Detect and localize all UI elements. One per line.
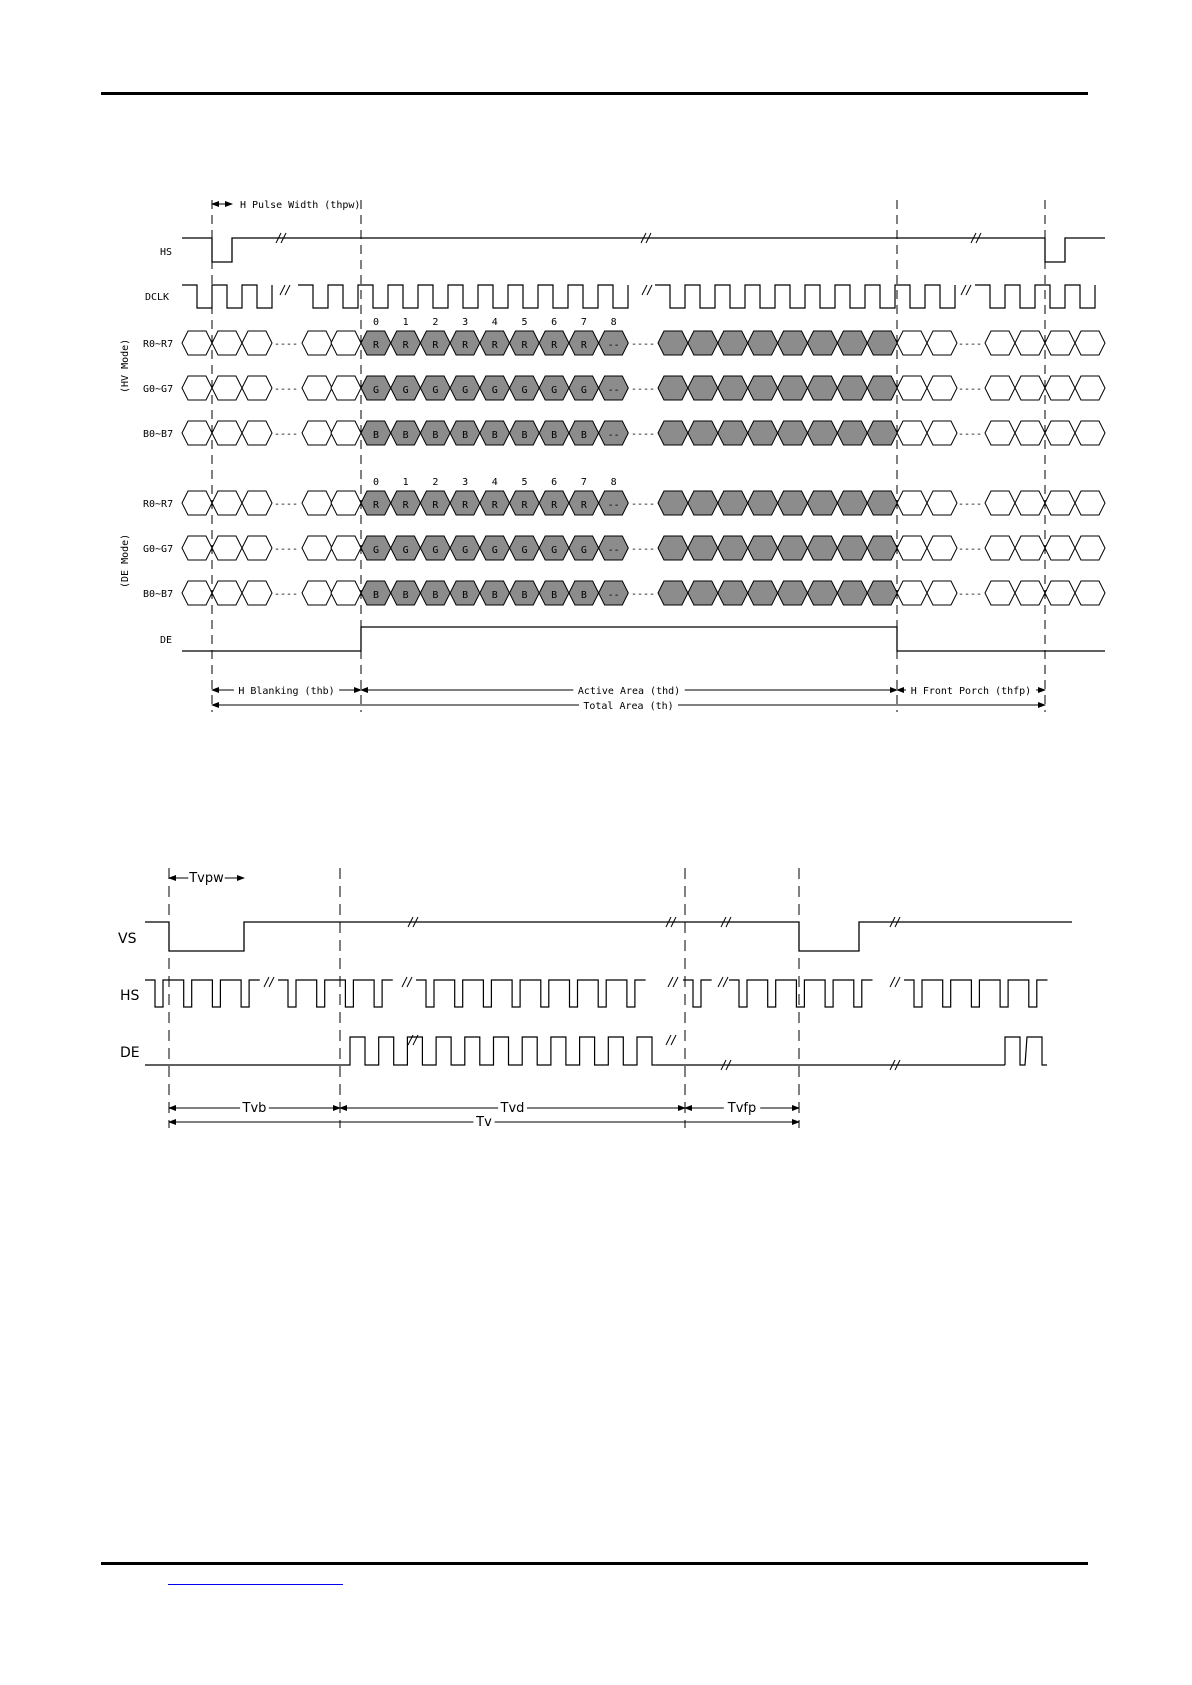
blank-cell <box>1075 376 1105 400</box>
blank-cell <box>985 581 1015 605</box>
data-cell <box>778 581 808 605</box>
blank-cell <box>1015 536 1045 560</box>
dclk-waveform-seg-1 <box>298 285 628 308</box>
de-label: DE <box>160 635 173 646</box>
data-index: 1 <box>402 317 409 328</box>
h-total <box>212 699 1045 712</box>
blank-cell <box>985 536 1015 560</box>
data-cell-char: R <box>462 340 469 351</box>
h-pulse-width <box>212 200 360 211</box>
data-cell <box>688 536 718 560</box>
blank-cell <box>985 331 1015 355</box>
data-index: 1 <box>402 477 409 488</box>
blank-cell <box>302 491 332 515</box>
blank-cell <box>302 536 332 560</box>
vs-label: VS <box>118 931 137 947</box>
data-cell-char: R <box>462 500 469 511</box>
blank-cell <box>182 331 212 355</box>
data-index: 4 <box>491 477 498 488</box>
dclk-waveform-seg-3 <box>975 285 1095 308</box>
data-cell-char: B <box>462 590 469 601</box>
blank-cell <box>331 421 361 445</box>
blank-cell <box>1045 376 1075 400</box>
bus-row-3 <box>143 477 1105 515</box>
data-cell <box>748 581 778 605</box>
blank-cell <box>897 421 927 445</box>
data-cell <box>658 581 688 605</box>
blank-cell <box>242 581 272 605</box>
data-cell <box>778 376 808 400</box>
ellipsis: ---- <box>957 339 983 350</box>
data-cell-char: G <box>402 385 409 396</box>
data-cell <box>718 421 748 445</box>
data-cell-char: G <box>580 385 587 396</box>
blank-cell <box>897 331 927 355</box>
blank-cell <box>212 491 242 515</box>
dclk-label: DCLK <box>145 292 170 303</box>
data-cell <box>748 331 778 355</box>
ellipsis: ---- <box>273 339 299 350</box>
tvfp-label: Tvfp <box>727 1101 757 1116</box>
blank-cell <box>927 376 957 400</box>
data-index: 7 <box>580 317 587 328</box>
data-index: 3 <box>462 317 469 328</box>
ellipsis: ---- <box>630 384 656 395</box>
data-cell-char: R <box>521 500 528 511</box>
data-cell-char: G <box>491 545 498 556</box>
tvpw-label: Tvpw <box>189 871 224 886</box>
data-cell <box>778 331 808 355</box>
blank-cell <box>212 536 242 560</box>
bus-row-label: B0~B7 <box>143 589 174 600</box>
blank-cell <box>985 491 1015 515</box>
data-cell <box>688 331 718 355</box>
data-cell <box>748 491 778 515</box>
dclk-break-2 <box>642 285 652 295</box>
h-front-porch-label: H Front Porch (thfp) <box>910 686 1032 697</box>
data-cell-char: B <box>372 590 380 601</box>
blank-cell <box>242 536 272 560</box>
bus-row-0 <box>143 317 1105 355</box>
data-cell-char: R <box>521 340 528 351</box>
vhs-waveform-seg-1 <box>278 980 393 1007</box>
data-cell <box>808 581 838 605</box>
data-cell-char: R <box>551 340 558 351</box>
data-cell-char: G <box>372 385 380 396</box>
blank-cell <box>897 581 927 605</box>
ellipsis: ---- <box>273 589 299 600</box>
data-cell-char: R <box>432 340 439 351</box>
tvfp <box>685 1101 799 1116</box>
vhs-label: HS <box>120 988 140 1004</box>
data-cell <box>808 331 838 355</box>
data-cell <box>837 536 867 560</box>
vhs-waveform-seg-4 <box>729 980 873 1007</box>
data-cell-char: B <box>402 590 409 601</box>
data-index: 7 <box>580 477 587 488</box>
data-index: 8 <box>610 317 617 328</box>
data-cell-char: -- <box>607 590 620 601</box>
bus-row-4 <box>143 536 1105 560</box>
h-active-label: Active Area (thd) <box>577 686 681 697</box>
data-index: 3 <box>462 477 469 488</box>
hv-mode-label: (HV Mode) <box>120 338 131 393</box>
h-front-porch <box>897 684 1045 697</box>
data-cell <box>658 331 688 355</box>
blank-cell <box>302 376 332 400</box>
data-cell <box>808 536 838 560</box>
horizontal-timing-diagram <box>120 200 1105 712</box>
ellipsis: ---- <box>957 499 983 510</box>
data-cell <box>808 376 838 400</box>
bus-row-5 <box>143 581 1105 605</box>
data-index: 4 <box>491 317 498 328</box>
data-cell <box>718 536 748 560</box>
bus-row-label: R0~R7 <box>143 339 174 350</box>
vs-waveform <box>145 922 1072 951</box>
data-cell-char: -- <box>607 545 620 556</box>
vertical-timing-diagram <box>118 868 1072 1130</box>
data-index: 6 <box>551 317 558 328</box>
de-mode-label: (DE Mode) <box>120 533 131 588</box>
vhs-break-3 <box>718 977 728 987</box>
blank-cell <box>1045 581 1075 605</box>
data-cell <box>658 491 688 515</box>
data-index: 2 <box>432 317 439 328</box>
blank-cell <box>985 376 1015 400</box>
blank-cell <box>1075 331 1105 355</box>
data-cell <box>867 491 897 515</box>
vhs-waveform-seg-2 <box>416 980 646 1007</box>
tvb <box>169 1101 340 1116</box>
blank-cell <box>927 491 957 515</box>
blank-cell <box>1075 491 1105 515</box>
data-cell-char: R <box>491 340 498 351</box>
tv-label: Tv <box>476 1115 492 1130</box>
dclk-waveform-seg-2 <box>655 285 955 308</box>
h-active <box>361 684 897 697</box>
data-cell <box>867 421 897 445</box>
tvpw <box>169 871 244 886</box>
vhs-break-4 <box>890 977 900 987</box>
data-cell <box>718 491 748 515</box>
data-cell-char: B <box>402 430 409 441</box>
data-cell <box>688 421 718 445</box>
blank-cell <box>1015 376 1045 400</box>
data-cell <box>748 376 778 400</box>
tvd-label: Tvd <box>500 1101 525 1116</box>
data-cell-char: G <box>432 385 439 396</box>
data-cell-char: R <box>551 500 558 511</box>
data-cell <box>658 376 688 400</box>
data-index: 8 <box>610 477 617 488</box>
blank-cell <box>242 421 272 445</box>
h-blanking <box>212 684 361 697</box>
data-cell <box>778 536 808 560</box>
ellipsis: ---- <box>630 429 656 440</box>
h-total-label: Total Area (th) <box>583 701 674 712</box>
data-cell <box>837 581 867 605</box>
vde-break-2 <box>666 1035 676 1045</box>
blank-cell <box>302 331 332 355</box>
blank-cell <box>1015 581 1045 605</box>
data-cell <box>778 491 808 515</box>
h-blanking-label: H Blanking (thb) <box>238 686 335 697</box>
data-cell-char: -- <box>607 385 620 396</box>
data-cell-char: G <box>462 385 469 396</box>
data-cell-char: R <box>580 500 587 511</box>
vde-label: DE <box>120 1045 140 1061</box>
de-waveform <box>182 627 1105 651</box>
blank-cell <box>331 331 361 355</box>
data-cell-char: -- <box>607 340 620 351</box>
dclk-break-3 <box>961 285 971 295</box>
data-cell-char: B <box>551 430 558 441</box>
data-cell-char: G <box>402 545 409 556</box>
data-cell <box>837 421 867 445</box>
dclk-waveform-seg-0 <box>182 285 272 308</box>
bus-row-2 <box>143 421 1105 445</box>
blank-cell <box>212 421 242 445</box>
data-cell-char: R <box>402 340 409 351</box>
ellipsis: ---- <box>630 589 656 600</box>
blank-cell <box>1015 491 1045 515</box>
ellipsis: ---- <box>957 429 983 440</box>
ellipsis: ---- <box>273 384 299 395</box>
data-index: 6 <box>551 477 558 488</box>
data-cell-char: G <box>551 385 558 396</box>
data-cell-char: B <box>491 430 498 441</box>
data-cell-char: G <box>491 385 498 396</box>
data-cell <box>688 581 718 605</box>
bus-row-label: G0~G7 <box>143 384 174 395</box>
blank-cell <box>212 376 242 400</box>
dclk-break-1 <box>280 285 290 295</box>
blank-cell <box>1015 331 1045 355</box>
data-cell <box>867 581 897 605</box>
blank-cell <box>212 331 242 355</box>
data-cell <box>718 581 748 605</box>
ellipsis: ---- <box>957 544 983 555</box>
data-cell <box>778 421 808 445</box>
bus-row-label: G0~G7 <box>143 544 174 555</box>
data-cell-char: R <box>402 500 409 511</box>
data-index: 0 <box>372 477 380 488</box>
blank-cell <box>985 421 1015 445</box>
data-cell <box>718 376 748 400</box>
blank-cell <box>242 331 272 355</box>
ellipsis: ---- <box>630 544 656 555</box>
data-cell-char: B <box>580 590 587 601</box>
data-cell <box>658 421 688 445</box>
data-cell-char: G <box>432 545 439 556</box>
data-index: 0 <box>372 317 380 328</box>
data-cell <box>808 491 838 515</box>
data-cell-char: -- <box>607 500 620 511</box>
ellipsis: ---- <box>957 589 983 600</box>
blank-cell <box>927 331 957 355</box>
blank-cell <box>927 581 957 605</box>
blank-cell <box>1045 536 1075 560</box>
ellipsis: ---- <box>273 429 299 440</box>
data-cell <box>867 331 897 355</box>
blank-cell <box>331 376 361 400</box>
data-index: 2 <box>432 477 439 488</box>
data-cell <box>688 376 718 400</box>
vde-waveform-pulses <box>340 1037 656 1065</box>
ellipsis: ---- <box>273 499 299 510</box>
data-cell <box>748 536 778 560</box>
data-cell <box>867 376 897 400</box>
blank-cell <box>331 536 361 560</box>
data-index: 5 <box>521 317 528 328</box>
ellipsis: ---- <box>630 499 656 510</box>
data-cell-char: -- <box>607 430 620 441</box>
blank-cell <box>182 491 212 515</box>
data-index: 5 <box>521 477 528 488</box>
blank-cell <box>182 581 212 605</box>
blank-cell <box>331 581 361 605</box>
bus-row-label: B0~B7 <box>143 429 174 440</box>
data-cell-char: R <box>372 340 380 351</box>
data-cell-char: B <box>521 590 528 601</box>
vhs-break-1 <box>402 977 412 987</box>
vhs-waveform-seg-3 <box>683 980 712 1007</box>
blank-cell <box>1015 421 1045 445</box>
data-cell-char: R <box>372 500 380 511</box>
data-cell <box>718 331 748 355</box>
data-cell-char: B <box>491 590 498 601</box>
blank-cell <box>1045 421 1075 445</box>
data-cell-char: B <box>432 430 439 441</box>
vhs-break-0 <box>264 977 274 987</box>
h-pulse-width-label: H Pulse Width (thpw) <box>240 200 361 211</box>
blank-cell <box>182 536 212 560</box>
tv <box>169 1115 799 1130</box>
data-cell-char: G <box>462 545 469 556</box>
bus-row-1 <box>143 376 1105 400</box>
data-cell <box>658 536 688 560</box>
blank-cell <box>927 536 957 560</box>
data-cell-char: G <box>521 385 528 396</box>
data-cell <box>808 421 838 445</box>
data-cell-char: R <box>580 340 587 351</box>
vhs-waveform-seg-0 <box>145 980 260 1007</box>
ellipsis: ---- <box>273 544 299 555</box>
hs-waveform <box>182 238 1105 262</box>
hs-label: HS <box>160 247 173 258</box>
data-cell-char: G <box>580 545 587 556</box>
blank-cell <box>1075 581 1105 605</box>
data-cell-char: G <box>521 545 528 556</box>
data-cell <box>688 491 718 515</box>
blank-cell <box>897 536 927 560</box>
ellipsis: ---- <box>957 384 983 395</box>
data-cell-char: B <box>580 430 587 441</box>
tvd <box>340 1101 685 1116</box>
blank-cell <box>897 491 927 515</box>
blank-cell <box>242 376 272 400</box>
data-cell <box>748 421 778 445</box>
blank-cell <box>331 491 361 515</box>
blank-cell <box>182 421 212 445</box>
data-cell-char: R <box>491 500 498 511</box>
blank-cell <box>302 421 332 445</box>
data-cell-char: R <box>432 500 439 511</box>
ellipsis: ---- <box>630 339 656 350</box>
bus-row-label: R0~R7 <box>143 499 174 510</box>
data-cell-char: G <box>372 545 380 556</box>
vde-waveform-pulses-2 <box>1005 1037 1047 1065</box>
data-cell-char: B <box>432 590 439 601</box>
data-cell-char: B <box>551 590 558 601</box>
blank-cell <box>302 581 332 605</box>
blank-cell <box>897 376 927 400</box>
tvb-label: Tvb <box>242 1101 267 1116</box>
blank-cell <box>1075 536 1105 560</box>
blank-cell <box>212 581 242 605</box>
blank-cell <box>1045 331 1075 355</box>
data-cell <box>837 331 867 355</box>
data-cell-char: B <box>521 430 528 441</box>
data-cell <box>867 536 897 560</box>
data-cell-char: B <box>372 430 380 441</box>
data-cell-char: G <box>551 545 558 556</box>
data-cell-char: B <box>462 430 469 441</box>
data-cell <box>837 491 867 515</box>
vhs-waveform-seg-5 <box>904 980 1048 1007</box>
blank-cell <box>242 491 272 515</box>
blank-cell <box>927 421 957 445</box>
blank-cell <box>1045 491 1075 515</box>
data-cell <box>837 376 867 400</box>
blank-cell <box>1075 421 1105 445</box>
vhs-break-2 <box>668 977 678 987</box>
blank-cell <box>182 376 212 400</box>
